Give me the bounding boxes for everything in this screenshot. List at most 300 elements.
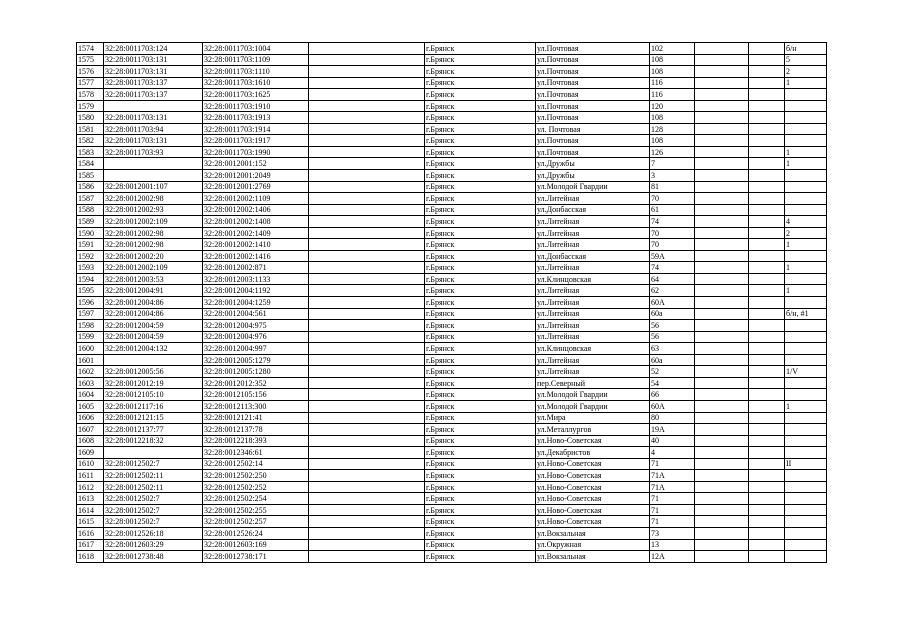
row-number-cell: 1581	[77, 123, 104, 135]
row-number-cell: 1613	[77, 493, 104, 505]
blank-cell-2	[695, 158, 749, 170]
blank-cell-2	[695, 343, 749, 355]
blank-cell-3	[749, 343, 785, 355]
city-cell: г.Брянск	[425, 527, 536, 539]
object-cadastral-cell: 32:28:0012502:255	[203, 504, 309, 516]
street-cell: ул.Литейная	[536, 354, 650, 366]
unit-cell: II	[785, 458, 827, 470]
city-cell: г.Брянск	[425, 539, 536, 551]
unit-cell	[785, 123, 827, 135]
blank-cell-2	[695, 204, 749, 216]
land-cadastral-cell: 32:28:0012002:109	[104, 216, 203, 228]
object-cadastral-cell: 32:28:0012121:41	[203, 412, 309, 424]
land-cadastral-cell	[104, 170, 203, 182]
land-cadastral-cell: 32:28:0012004:86	[104, 297, 203, 309]
blank-cell-3	[749, 308, 785, 320]
street-cell: ул.Окружная	[536, 539, 650, 551]
table-row	[77, 250, 827, 262]
blank-cell-2	[695, 331, 749, 343]
row-number-cell: 1579	[77, 100, 104, 112]
blank-cell-2	[695, 481, 749, 493]
row-number-cell: 1587	[77, 193, 104, 205]
unit-cell	[785, 135, 827, 147]
blank-cell-2	[695, 458, 749, 470]
land-cadastral-cell: 32:28:0011703:137	[104, 77, 203, 89]
land-cadastral-cell: 32:28:0012004:59	[104, 320, 203, 332]
object-cadastral-cell: 32:28:0012738:171	[203, 551, 309, 563]
street-cell: ул.Донбасская	[536, 204, 650, 216]
city-cell: г.Брянск	[425, 181, 536, 193]
house-number-cell: 71А	[650, 481, 695, 493]
land-cadastral-cell: 32:28:0012137:77	[104, 424, 203, 436]
blank-cell	[309, 400, 425, 412]
blank-cell	[309, 297, 425, 309]
city-cell: г.Брянск	[425, 470, 536, 482]
street-cell: ул.Литейная	[536, 193, 650, 205]
house-number-cell: 74	[650, 216, 695, 228]
street-cell: ул. Почтовая	[536, 123, 650, 135]
city-cell: г.Брянск	[425, 366, 536, 378]
unit-cell	[785, 354, 827, 366]
blank-cell	[309, 458, 425, 470]
blank-cell-2	[695, 389, 749, 401]
table-row	[77, 412, 827, 424]
blank-cell-2	[695, 551, 749, 563]
blank-cell-2	[695, 250, 749, 262]
house-number-cell: 80	[650, 412, 695, 424]
object-cadastral-cell: 32:28:0011703:1610	[203, 77, 309, 89]
unit-cell: 1	[785, 158, 827, 170]
blank-cell-2	[695, 273, 749, 285]
table-row	[77, 551, 827, 563]
house-number-cell: 61	[650, 204, 695, 216]
table-row	[77, 123, 827, 135]
street-cell: ул.Литейная	[536, 216, 650, 228]
table-row	[77, 308, 827, 320]
street-cell: ул.Литейная	[536, 320, 650, 332]
street-cell: ул.Вокзальная	[536, 527, 650, 539]
unit-cell: 4	[785, 216, 827, 228]
blank-cell-3	[749, 227, 785, 239]
blank-cell-3	[749, 377, 785, 389]
object-cadastral-cell: 32:28:0012002:1109	[203, 193, 309, 205]
house-number-cell: 3	[650, 170, 695, 182]
object-cadastral-cell: 32:28:0012001:152	[203, 158, 309, 170]
city-cell: г.Брянск	[425, 377, 536, 389]
blank-cell	[309, 516, 425, 528]
street-cell: ул.Ново-Советская	[536, 493, 650, 505]
land-cadastral-cell: 32:28:0012005:56	[104, 366, 203, 378]
row-number-cell: 1582	[77, 135, 104, 147]
blank-cell-2	[695, 193, 749, 205]
city-cell: г.Брянск	[425, 112, 536, 124]
table-row	[77, 204, 827, 216]
house-number-cell: 71	[650, 504, 695, 516]
blank-cell-3	[749, 216, 785, 228]
street-cell: ул.Литейная	[536, 366, 650, 378]
object-cadastral-cell: 32:28:0012603:169	[203, 539, 309, 551]
house-number-cell: 108	[650, 66, 695, 78]
blank-cell-3	[749, 354, 785, 366]
object-cadastral-cell: 32:28:0012004:1259	[203, 297, 309, 309]
house-number-cell: 56	[650, 320, 695, 332]
unit-cell: 1	[785, 239, 827, 251]
object-cadastral-cell: 32:28:0012346:61	[203, 447, 309, 459]
row-number-cell: 1589	[77, 216, 104, 228]
row-number-cell: 1604	[77, 389, 104, 401]
row-number-cell: 1617	[77, 539, 104, 551]
table-row	[77, 77, 827, 89]
blank-cell-2	[695, 112, 749, 124]
blank-cell-2	[695, 527, 749, 539]
row-number-cell: 1600	[77, 343, 104, 355]
object-cadastral-cell: 32:28:0012137:78	[203, 424, 309, 436]
blank-cell-3	[749, 239, 785, 251]
blank-cell-3	[749, 89, 785, 101]
blank-cell-3	[749, 424, 785, 436]
table-row	[77, 262, 827, 274]
row-number-cell: 1574	[77, 43, 104, 55]
blank-cell	[309, 77, 425, 89]
land-cadastral-cell: 32:28:0012502:7	[104, 493, 203, 505]
street-cell: ул.Ново-Советская	[536, 504, 650, 516]
blank-cell	[309, 204, 425, 216]
street-cell: ул.Почтовая	[536, 135, 650, 147]
unit-cell	[785, 389, 827, 401]
street-cell: ул.Литейная	[536, 285, 650, 297]
row-number-cell: 1606	[77, 412, 104, 424]
table-row	[77, 343, 827, 355]
house-number-cell: 52	[650, 366, 695, 378]
land-cadastral-cell: 32:28:0011703:94	[104, 123, 203, 135]
street-cell: ул.Почтовая	[536, 112, 650, 124]
blank-cell-3	[749, 285, 785, 297]
blank-cell-3	[749, 181, 785, 193]
row-number-cell: 1596	[77, 297, 104, 309]
street-cell: ул.Литейная	[536, 331, 650, 343]
object-cadastral-cell: 32:28:0012502:254	[203, 493, 309, 505]
street-cell: ул.Литейная	[536, 239, 650, 251]
blank-cell	[309, 158, 425, 170]
object-cadastral-cell: 32:28:0011703:1109	[203, 54, 309, 66]
blank-cell-2	[695, 297, 749, 309]
blank-cell-2	[695, 227, 749, 239]
land-cadastral-cell	[104, 100, 203, 112]
table-row	[77, 135, 827, 147]
house-number-cell: 128	[650, 123, 695, 135]
street-cell: ул.Дружбы	[536, 158, 650, 170]
street-cell: ул.Ново-Советская	[536, 458, 650, 470]
row-number-cell: 1583	[77, 146, 104, 158]
table-row	[77, 273, 827, 285]
blank-cell-2	[695, 181, 749, 193]
blank-cell-2	[695, 516, 749, 528]
blank-cell	[309, 343, 425, 355]
unit-cell	[785, 470, 827, 482]
unit-cell: 2	[785, 66, 827, 78]
blank-cell	[309, 481, 425, 493]
unit-cell	[785, 297, 827, 309]
city-cell: г.Брянск	[425, 146, 536, 158]
object-cadastral-cell: 32:28:0012502:257	[203, 516, 309, 528]
blank-cell-3	[749, 493, 785, 505]
table-row	[77, 400, 827, 412]
table-row	[77, 89, 827, 101]
street-cell: ул.Почтовая	[536, 66, 650, 78]
city-cell: г.Брянск	[425, 66, 536, 78]
house-number-cell: 19А	[650, 424, 695, 436]
object-cadastral-cell: 32:28:0011703:1004	[203, 43, 309, 55]
object-cadastral-cell: 32:28:0012003:1133	[203, 273, 309, 285]
object-cadastral-cell: 32:28:0011703:1917	[203, 135, 309, 147]
house-number-cell: 60А	[650, 400, 695, 412]
blank-cell-3	[749, 54, 785, 66]
blank-cell-3	[749, 551, 785, 563]
blank-cell-3	[749, 400, 785, 412]
land-cadastral-cell	[104, 354, 203, 366]
object-cadastral-cell: 32:28:0012502:252	[203, 481, 309, 493]
object-cadastral-cell: 32:28:0012002:871	[203, 262, 309, 274]
city-cell: г.Брянск	[425, 320, 536, 332]
row-number-cell: 1597	[77, 308, 104, 320]
table-row	[77, 227, 827, 239]
blank-cell-2	[695, 447, 749, 459]
city-cell: г.Брянск	[425, 227, 536, 239]
street-cell: ул.Клинцовская	[536, 273, 650, 285]
land-cadastral-cell: 32:28:0011703:131	[104, 112, 203, 124]
blank-cell	[309, 320, 425, 332]
street-cell: ул.Мира	[536, 412, 650, 424]
row-number-cell: 1611	[77, 470, 104, 482]
blank-cell-2	[695, 539, 749, 551]
land-cadastral-cell: 32:28:0011703:131	[104, 135, 203, 147]
table-row	[77, 146, 827, 158]
table-row	[77, 435, 827, 447]
street-cell: ул.Почтовая	[536, 77, 650, 89]
land-cadastral-cell: 32:28:0012526:18	[104, 527, 203, 539]
house-number-cell: 7	[650, 158, 695, 170]
blank-cell	[309, 331, 425, 343]
house-number-cell: 126	[650, 146, 695, 158]
blank-cell	[309, 389, 425, 401]
street-cell: ул.Металлургов	[536, 424, 650, 436]
city-cell: г.Брянск	[425, 43, 536, 55]
blank-cell	[309, 89, 425, 101]
city-cell: г.Брянск	[425, 123, 536, 135]
blank-cell-3	[749, 458, 785, 470]
city-cell: г.Брянск	[425, 204, 536, 216]
blank-cell	[309, 112, 425, 124]
street-cell: ул.Молодой Гвардии	[536, 400, 650, 412]
city-cell: г.Брянск	[425, 493, 536, 505]
blank-cell-3	[749, 320, 785, 332]
blank-cell-3	[749, 297, 785, 309]
city-cell: г.Брянск	[425, 331, 536, 343]
land-cadastral-cell: 32:28:0012003:53	[104, 273, 203, 285]
blank-cell-2	[695, 400, 749, 412]
blank-cell-3	[749, 389, 785, 401]
blank-cell	[309, 447, 425, 459]
house-number-cell: 108	[650, 54, 695, 66]
city-cell: г.Брянск	[425, 458, 536, 470]
city-cell: г.Брянск	[425, 424, 536, 436]
unit-cell	[785, 539, 827, 551]
land-cadastral-cell: 32:28:0011703:93	[104, 146, 203, 158]
blank-cell-3	[749, 527, 785, 539]
city-cell: г.Брянск	[425, 343, 536, 355]
house-number-cell: 60а	[650, 354, 695, 366]
land-cadastral-cell: 32:28:0011703:131	[104, 54, 203, 66]
unit-cell	[785, 424, 827, 436]
house-number-cell: 56	[650, 331, 695, 343]
city-cell: г.Брянск	[425, 170, 536, 182]
house-number-cell: 116	[650, 77, 695, 89]
land-cadastral-cell: 32:28:0011703:137	[104, 89, 203, 101]
blank-cell-2	[695, 366, 749, 378]
blank-cell-3	[749, 66, 785, 78]
blank-cell	[309, 435, 425, 447]
blank-cell-3	[749, 123, 785, 135]
street-cell: ул.Молодой Гвардии	[536, 389, 650, 401]
unit-cell: 1	[785, 262, 827, 274]
blank-cell	[309, 43, 425, 55]
city-cell: г.Брянск	[425, 516, 536, 528]
table-row	[77, 493, 827, 505]
unit-cell: 5	[785, 54, 827, 66]
unit-cell	[785, 481, 827, 493]
object-cadastral-cell: 32:28:0011703:1110	[203, 66, 309, 78]
street-cell: ул.Клинцовская	[536, 343, 650, 355]
blank-cell-2	[695, 424, 749, 436]
house-number-cell: 116	[650, 89, 695, 101]
blank-cell	[309, 100, 425, 112]
city-cell: г.Брянск	[425, 389, 536, 401]
blank-cell-3	[749, 539, 785, 551]
land-cadastral-cell: 32:28:0012502:7	[104, 458, 203, 470]
blank-cell-2	[695, 285, 749, 297]
unit-cell	[785, 412, 827, 424]
land-cadastral-cell: 32:28:0012105:10	[104, 389, 203, 401]
blank-cell	[309, 354, 425, 366]
city-cell: г.Брянск	[425, 89, 536, 101]
city-cell: г.Брянск	[425, 504, 536, 516]
object-cadastral-cell: 32:28:0012105:156	[203, 389, 309, 401]
city-cell: г.Брянск	[425, 158, 536, 170]
blank-cell	[309, 377, 425, 389]
house-number-cell: 60А	[650, 297, 695, 309]
street-cell: ул.Почтовая	[536, 54, 650, 66]
row-number-cell: 1591	[77, 239, 104, 251]
blank-cell-3	[749, 481, 785, 493]
table-row	[77, 297, 827, 309]
land-cadastral-cell: 32:28:0012738:48	[104, 551, 203, 563]
row-number-cell: 1577	[77, 77, 104, 89]
city-cell: г.Брянск	[425, 135, 536, 147]
house-number-cell: 70	[650, 227, 695, 239]
city-cell: г.Брянск	[425, 54, 536, 66]
house-number-cell: 40	[650, 435, 695, 447]
unit-cell	[785, 250, 827, 262]
blank-cell-3	[749, 250, 785, 262]
object-cadastral-cell: 32:28:0012004:976	[203, 331, 309, 343]
row-number-cell: 1608	[77, 435, 104, 447]
land-cadastral-cell: 32:28:0011703:131	[104, 66, 203, 78]
land-cadastral-cell: 32:28:0012002:98	[104, 227, 203, 239]
blank-cell	[309, 227, 425, 239]
house-number-cell: 59А	[650, 250, 695, 262]
document-sheet	[76, 42, 827, 563]
house-number-cell: 70	[650, 239, 695, 251]
blank-cell-2	[695, 216, 749, 228]
city-cell: г.Брянск	[425, 412, 536, 424]
unit-cell: 1	[785, 400, 827, 412]
row-number-cell: 1575	[77, 54, 104, 66]
street-cell: ул.Литейная	[536, 308, 650, 320]
property-table	[76, 42, 827, 563]
blank-cell	[309, 424, 425, 436]
object-cadastral-cell: 32:28:0011703:1914	[203, 123, 309, 135]
city-cell: г.Брянск	[425, 481, 536, 493]
table-row	[77, 66, 827, 78]
city-cell: г.Брянск	[425, 239, 536, 251]
table-row	[77, 54, 827, 66]
unit-cell	[785, 273, 827, 285]
row-number-cell: 1588	[77, 204, 104, 216]
city-cell: г.Брянск	[425, 250, 536, 262]
city-cell: г.Брянск	[425, 551, 536, 563]
blank-cell-3	[749, 331, 785, 343]
land-cadastral-cell: 32:28:0012004:132	[104, 343, 203, 355]
blank-cell	[309, 170, 425, 182]
blank-cell-3	[749, 435, 785, 447]
city-cell: г.Брянск	[425, 308, 536, 320]
blank-cell-2	[695, 123, 749, 135]
land-cadastral-cell: 32:28:0012002:93	[104, 204, 203, 216]
street-cell: ул.Ново-Советская	[536, 516, 650, 528]
blank-cell	[309, 551, 425, 563]
row-number-cell: 1584	[77, 158, 104, 170]
house-number-cell: 71	[650, 516, 695, 528]
blank-cell-2	[695, 100, 749, 112]
table-row	[77, 158, 827, 170]
table-row	[77, 112, 827, 124]
table-row	[77, 458, 827, 470]
table-row	[77, 470, 827, 482]
table-row	[77, 504, 827, 516]
blank-cell-3	[749, 412, 785, 424]
blank-cell-2	[695, 377, 749, 389]
row-number-cell: 1612	[77, 481, 104, 493]
land-cadastral-cell: 32:28:0012004:59	[104, 331, 203, 343]
object-cadastral-cell: 32:28:0012004:561	[203, 308, 309, 320]
row-number-cell: 1594	[77, 273, 104, 285]
row-number-cell: 1601	[77, 354, 104, 366]
object-cadastral-cell: 32:28:0012502:14	[203, 458, 309, 470]
row-number-cell: 1603	[77, 377, 104, 389]
table-row	[77, 424, 827, 436]
street-cell: ул.Почтовая	[536, 89, 650, 101]
unit-cell	[785, 89, 827, 101]
blank-cell-3	[749, 112, 785, 124]
land-cadastral-cell: 32:28:0012002:109	[104, 262, 203, 274]
table-row	[77, 181, 827, 193]
blank-cell-2	[695, 504, 749, 516]
street-cell: ул.Литейная	[536, 297, 650, 309]
object-cadastral-cell: 32:28:0012002:1408	[203, 216, 309, 228]
unit-cell	[785, 112, 827, 124]
unit-cell	[785, 377, 827, 389]
land-cadastral-cell: 32:28:0012002:98	[104, 239, 203, 251]
